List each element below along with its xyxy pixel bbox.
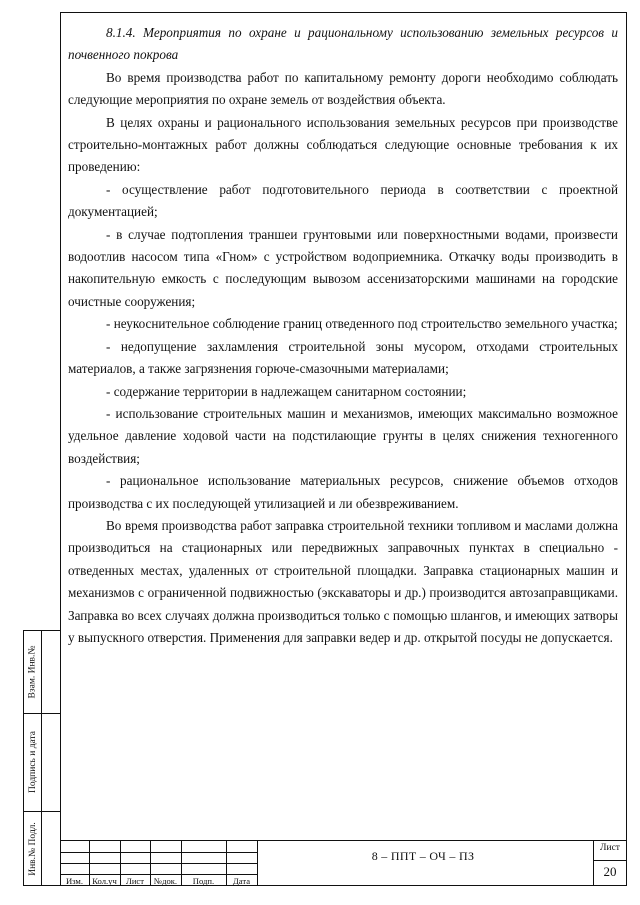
document-code: 8 – ППТ – ОЧ – ПЗ <box>371 849 475 863</box>
paragraph: В целях охраны и рационального использования земельных ресурсов при производстве строительно-монтажных работ должны соблюдаться следующие основные требования к их проведению: <box>68 114 618 175</box>
column-caption: Кол.уч <box>92 876 117 886</box>
side-label-replacement-inv: Взам. Инв.№ <box>27 645 38 699</box>
sheet-label: Лист <box>600 843 620 853</box>
list-item: - осуществление работ подготовительного периода в соответствии с проектной документацией; <box>68 181 618 220</box>
list-item: - содержание территории в надлежащем санитарном состоянии; <box>106 383 467 399</box>
side-label-signature-date: Подпись и дата <box>27 730 38 794</box>
list-item: - неукоснительное соблюдение границ отведенного под строительство земельного участка; <box>106 316 618 332</box>
list-item: - в случае подтопления траншеи грунтовыми или поверхностными водами, произвести водоотлив насосом типа «Гном» с устройством водоприемника. Откачку воды производить в накопительную емкость с последующим вывозом ассенизаторскими машинами на городские очистные сооружения; <box>68 226 618 309</box>
column-caption: Изм. <box>65 876 84 886</box>
list-item: - использование строительных машин и механизмов, имеющих максимально возможное удельное давление ходовой части на подстилающие грунты в целях снижения техногенного воздействия; <box>68 405 618 466</box>
list-item: - рациональное использование материальных ресурсов, снижение объемов отходов производства с их последующей утилизацией и ли обезвреживанием. <box>68 473 618 511</box>
section-heading: 8.1.4. Мероприятия по охране и рациональному использованию земельных ресурсов и почвенного покрова <box>68 25 618 63</box>
side-stamp <box>23 630 60 886</box>
title-block <box>60 840 627 886</box>
list-item: - недопущение захламления строительной зоны мусором, отходами строительных материалов, а также загрязнения горюче-смазочными материалами; <box>68 338 618 377</box>
paragraph: Во время производства работ по капитальному ремонту дороги необходимо соблюдать следующие мероприятия по охране земель от воздействия объекта. <box>68 69 618 108</box>
column-caption: Лист <box>126 876 144 886</box>
column-caption: №док. <box>153 876 178 886</box>
column-caption: Дата <box>232 876 251 886</box>
sheet-number: 20 <box>603 864 617 879</box>
side-label-original-inv: Инв.№ Подл. <box>27 822 38 876</box>
column-caption: Подп. <box>192 876 215 886</box>
paragraph: Во время производства работ заправка строительной техники топливом и маслами должна производиться на стационарных или передвижных заправочных пунктах в специально - отведенных местах, удаленных от строительной площадки. Заправка стационарных машин и механизмов с ограниченной подвижностью (экскаваторы и др.) производится автозаправщиками. Заправка во всех случаях должна производиться только с помощью шлангов, и имеющих затворы у выпускного отверстия. Применения для заправки ведер и др. открытой посуды не допускается. <box>68 517 618 645</box>
document-body <box>68 22 618 649</box>
